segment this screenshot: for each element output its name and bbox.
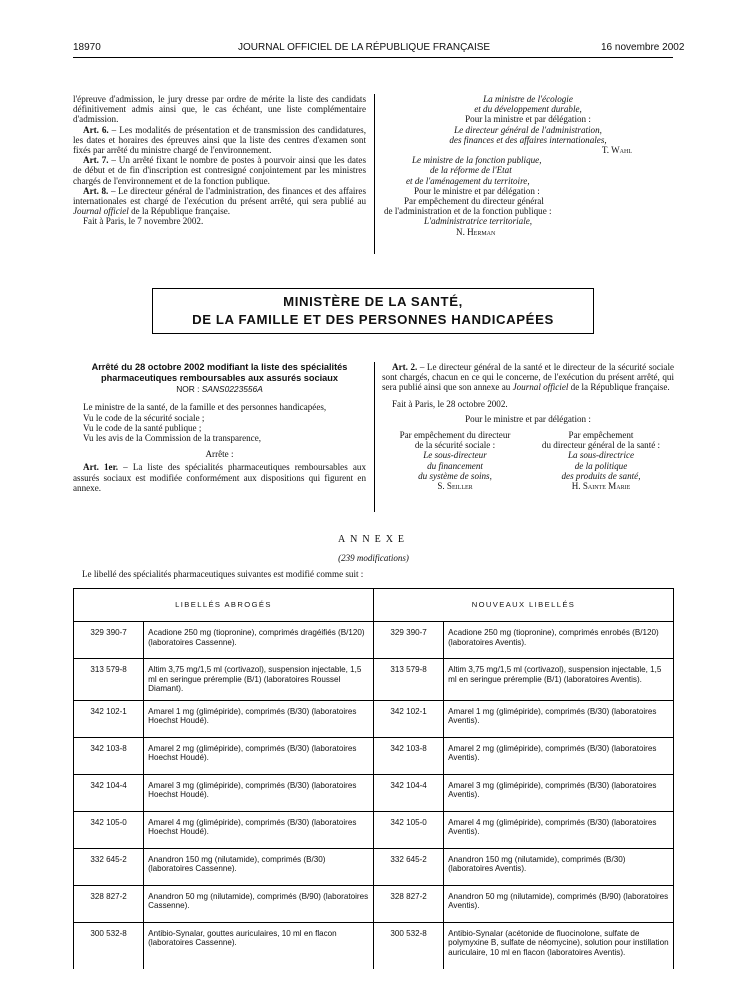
minister-preamble: Le ministre de la santé, de la famille et des personnes handicapées, bbox=[83, 402, 327, 413]
old-code-cell: 342 103-8 bbox=[74, 737, 144, 774]
old-code-cell: 332 645-2 bbox=[74, 848, 144, 885]
old-code-cell: 328 827-2 bbox=[74, 885, 144, 922]
header-abrogated: LIBELLÉS ABROGÉS bbox=[74, 589, 374, 622]
table-row bbox=[74, 700, 674, 737]
header-rule bbox=[73, 57, 673, 58]
new-code-cell: 342 104-4 bbox=[373, 774, 443, 811]
visa-line: Vu le code de la santé publique ; bbox=[83, 422, 202, 433]
header-new: NOUVEAUX LIBELLÉS bbox=[373, 589, 673, 622]
journal-title: JOURNAL OFFICIEL DE LA RÉPUBLIQUE FRANÇAISE bbox=[238, 42, 491, 53]
signatory-title: La ministre de l'écologie bbox=[483, 94, 573, 104]
annex-intro: Le libellé des spécialités pharmaceutiques suivantes est modifié comme suit : bbox=[82, 569, 364, 579]
new-code-cell: 342 102-1 bbox=[373, 700, 443, 737]
old-label-cell: Acadione 250 mg (tiopronine), comprimés dragéifiés (B/120) (laboratoires Cassenne). bbox=[144, 622, 374, 659]
new-label-cell: Amarel 2 mg (glimépiride), comprimés (B/30) (laboratoires Aventis). bbox=[444, 737, 674, 774]
signatory-title: des finances et des affaires internationales, bbox=[449, 134, 607, 145]
signature-block bbox=[382, 430, 674, 491]
old-label-cell: Anandron 150 mg (nilutamide), comprimés (B/30) (laboratoires Cassenne). bbox=[144, 848, 374, 885]
old-label-cell: Amarel 3 mg (glimépiride), comprimés (B/30) (laboratoires Hoechst Houdé). bbox=[144, 774, 374, 811]
delegation-line: Pour la ministre et par délégation : bbox=[465, 114, 591, 125]
header-date: 16 novembre 2002 bbox=[601, 42, 685, 53]
top-right-signatures bbox=[382, 94, 674, 237]
article-2: Art. 2. – Le directeur général de la santé et le directeur de la sécurité sociale sont chargés, chacun en ce qui le concerne, de l'exécution du présent arrêté, qui sera publié ainsi que son annexe au Journal officiel de la République française. bbox=[382, 362, 675, 393]
column-divider bbox=[374, 94, 375, 254]
annex-title: ANNEXE bbox=[337, 534, 410, 545]
delegation-line: de l'administration et de la fonction publique : bbox=[384, 206, 552, 217]
arrete-word: Arrête : bbox=[205, 449, 234, 460]
table-row bbox=[74, 659, 674, 701]
new-label-cell: Amarel 3 mg (glimépiride), comprimés (B/30) (laboratoires Aventis). bbox=[444, 774, 674, 811]
signature-left: Par empêchement du directeur de la sécurité sociale : Le sous-directeur du financement du système de soins, S. Seiller bbox=[399, 430, 511, 492]
article-6: Art. 6. – Les modalités de présentation et de transmission des candidatures, les dates et horaires des épreuves ainsi que la liste des centres d'examen sont fixés par arrêté du ministre chargé de l'environnement. bbox=[73, 124, 366, 156]
admission-paragraph: l'épreuve d'admission, le jury dresse par ordre de mérite la liste des candidats définitivement admis ainsi que, le cas échéant, une liste complémentaire d'admission. bbox=[73, 94, 366, 125]
page-number: 18970 bbox=[73, 42, 101, 53]
old-code-cell: 329 390-7 bbox=[74, 622, 144, 659]
new-code-cell: 329 390-7 bbox=[373, 622, 443, 659]
column-divider bbox=[374, 362, 375, 512]
arrete-title: Arrêté du 28 octobre 2002 modifiant la liste des spécialités pharmaceutiques remboursables aux assurés sociaux bbox=[91, 362, 348, 383]
visa-line: Vu le code de la sécurité sociale ; bbox=[83, 412, 205, 423]
new-code-cell: 342 105-0 bbox=[373, 811, 443, 848]
annex-subtitle: (239 modifications) bbox=[338, 553, 409, 563]
old-label-cell: Amarel 2 mg (glimépiride), comprimés (B/30) (laboratoires Hoechst Houdé). bbox=[144, 737, 374, 774]
old-code-cell: 342 105-0 bbox=[74, 811, 144, 848]
annex-table bbox=[73, 588, 674, 969]
delegation-line: Pour le ministre et par délégation : bbox=[465, 413, 591, 424]
new-label-cell: Antibio-Synalar (acétonide de fluocinolone, sulfate de polymyxine B, sulfate de néomycine), solution pour instillation auriculaire, 10 ml en flacon (laboratoires Aventis). bbox=[444, 922, 674, 969]
new-code-cell: 332 645-2 bbox=[373, 848, 443, 885]
signature-right: Par empêchement du directeur général de la santé : La sous-directrice de la politique des produits de santé, H. Sainte Marie bbox=[541, 430, 661, 492]
signatory-title: de la réforme de l'Etat bbox=[430, 165, 512, 176]
table-row bbox=[74, 848, 674, 885]
new-code-cell: 300 532-8 bbox=[373, 922, 443, 969]
new-label-cell: Amarel 1 mg (glimépiride), comprimés (B/30) (laboratoires Aventis). bbox=[444, 700, 674, 737]
signatory-title: Le ministre de la fonction publique, bbox=[412, 155, 542, 166]
table-row bbox=[74, 885, 674, 922]
old-label-cell: Amarel 4 mg (glimépiride), comprimés (B/30) (laboratoires Hoechst Houdé). bbox=[144, 811, 374, 848]
ministry-line-1: MINISTÈRE DE LA SANTÉ, bbox=[283, 294, 463, 309]
table-row bbox=[74, 774, 674, 811]
article-7: Art. 7. – Un arrêté fixant le nombre de postes à pourvoir ainsi que les dates de début et de fin d'inscription est contresigné conjointement par les ministres chargés de l'environnement et de la fonction publique. bbox=[73, 155, 367, 186]
annex-table-body bbox=[74, 622, 674, 969]
signatory-title: et du développement durable, bbox=[474, 104, 582, 115]
new-code-cell: 313 579-8 bbox=[373, 659, 443, 701]
ministry-line-2: DE LA FAMILLE ET DES PERSONNES HANDICAPÉES bbox=[192, 312, 554, 327]
ministry-heading-box bbox=[152, 288, 594, 334]
table-row bbox=[74, 811, 674, 848]
new-label-cell: Altim 3,75 mg/1,5 ml (cortivazol), suspension injectable, 1,5 ml en seringue préremplie (B/1) (laboratoires Aventis). bbox=[444, 659, 674, 701]
signatory-name: T. Wahl bbox=[601, 145, 632, 156]
signature-date: Fait à Paris, le 7 novembre 2002. bbox=[83, 216, 204, 227]
signatory-name: N. Herman bbox=[456, 226, 496, 237]
nor-reference: NOR : SANS0223556A bbox=[176, 384, 263, 395]
old-label-cell: Altim 3,75 mg/1,5 ml (cortivazol), suspension injectable, 1,5 ml en seringue préremplie (B/1) (laboratoires Roussel Diamant). bbox=[144, 659, 374, 701]
new-label-cell: Acadione 250 mg (tiopronine), comprimés enrobés (B/120) (laboratoires Aventis). bbox=[444, 622, 674, 659]
table-row bbox=[74, 622, 674, 659]
table-row bbox=[74, 737, 674, 774]
old-code-cell: 342 104-4 bbox=[74, 774, 144, 811]
arrete-left-column bbox=[73, 362, 366, 493]
old-code-cell: 313 579-8 bbox=[74, 659, 144, 701]
top-left-column bbox=[73, 94, 366, 227]
delegation-line: Pour le ministre et par délégation : bbox=[414, 185, 540, 196]
old-code-cell: 300 532-8 bbox=[74, 922, 144, 969]
old-label-cell: Amarel 1 mg (glimépiride), comprimés (B/30) (laboratoires Hoechst Houdé). bbox=[144, 700, 374, 737]
article-1: Art. 1er. – La liste des spécialités pharmaceutiques remboursables aux assurés sociaux est modifiée conformément aux dispositions qui figurent en annexe. bbox=[73, 462, 366, 493]
new-label-cell: Anandron 150 mg (nilutamide), comprimés (B/30) (laboratoires Aventis). bbox=[444, 848, 674, 885]
visa-line: Vu les avis de la Commission de la transparence, bbox=[83, 433, 261, 443]
signatory-title: L'administratrice territoriale, bbox=[424, 216, 533, 227]
table-row bbox=[74, 922, 674, 969]
delegation-line: Par empêchement du directeur général bbox=[404, 196, 544, 207]
new-label-cell: Anandron 50 mg (nilutamide), comprimés (B/90) (laboratoires Aventis). bbox=[444, 885, 674, 922]
signatory-title: Le directeur général de l'administration, bbox=[454, 124, 602, 135]
signatory-title: et de l'aménagement du territoire, bbox=[406, 175, 530, 186]
old-code-cell: 342 102-1 bbox=[74, 700, 144, 737]
signature-date: Fait à Paris, le 28 octobre 2002. bbox=[392, 398, 508, 409]
article-8: Art. 8. – Le directeur général de l'administration, des finances et des affaires internationales est chargé de l'exécution du présent arrêté, qui sera publié au Journal officiel de la République française. bbox=[73, 185, 367, 217]
new-label-cell: Amarel 4 mg (glimépiride), comprimés (B/30) (laboratoires Aventis). bbox=[444, 811, 674, 848]
new-code-cell: 342 103-8 bbox=[373, 737, 443, 774]
old-label-cell: Antibio-Synalar, gouttes auriculaires, 10 ml en flacon (laboratoires Cassenne). bbox=[144, 922, 374, 969]
arrete-right-column bbox=[382, 362, 674, 491]
new-code-cell: 328 827-2 bbox=[373, 885, 443, 922]
old-label-cell: Anandron 50 mg (nilutamide), comprimés (B/90) (laboratoires Cassenne). bbox=[144, 885, 374, 922]
table-header-row bbox=[74, 589, 674, 622]
